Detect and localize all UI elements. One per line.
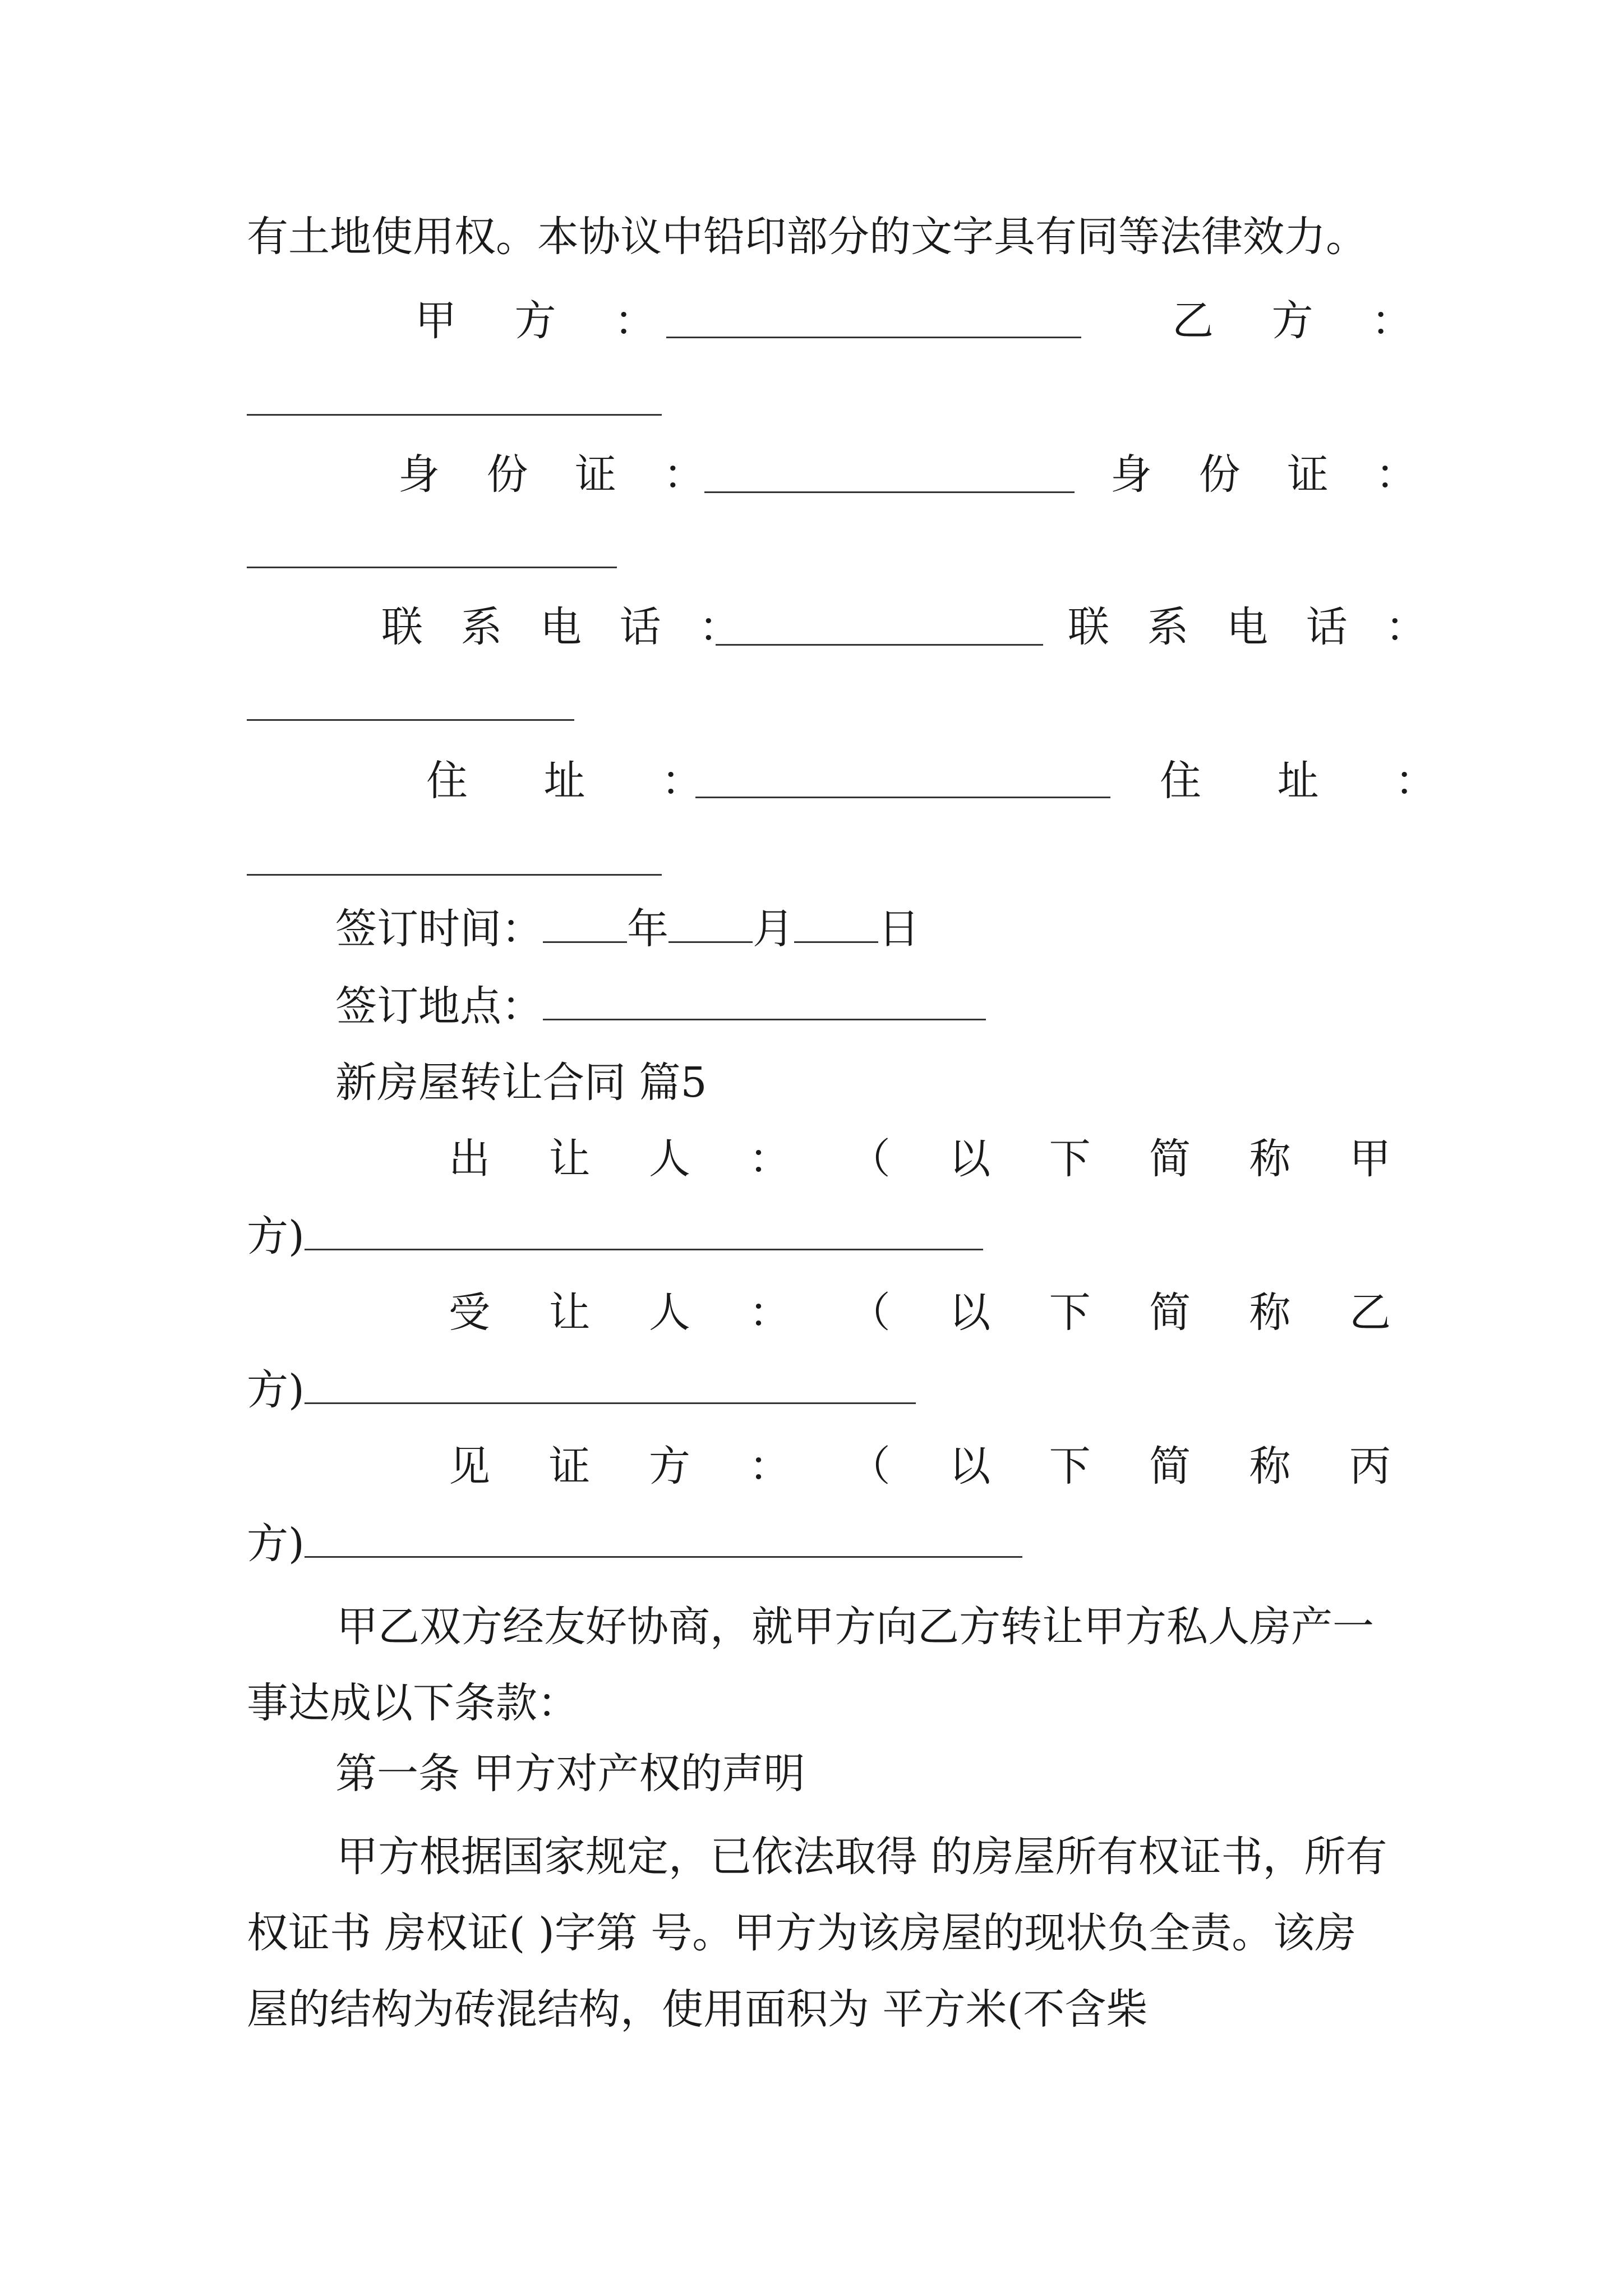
id-a-blank	[704, 491, 1075, 493]
sign-place-label: 签订地点：	[335, 982, 543, 1030]
month-label: 月	[753, 905, 794, 953]
phone-a-blank	[716, 644, 1043, 646]
section-title: 新房屋转让合同 篇5	[335, 1059, 707, 1107]
text-line: 有土地使用权。本协议中铅印部分的文字具有同等法律效力。	[247, 213, 1367, 261]
party-b-label: 乙 方 ：	[1172, 297, 1436, 345]
transferee-char: 简	[1149, 1289, 1191, 1337]
addr-b-label: 住 址 ：	[1160, 757, 1468, 805]
witness-char: 简	[1149, 1442, 1191, 1490]
transferor-char: 称	[1249, 1135, 1291, 1183]
day-label: 日	[878, 905, 920, 953]
phone-a-label: 联 系 电 话 ：	[381, 603, 753, 651]
transferee-char: 下	[1049, 1289, 1091, 1337]
article1-title: 第一条 甲方对产权的声明	[335, 1750, 805, 1798]
transferee-char: ：	[749, 1289, 791, 1337]
witness-char: 以	[949, 1442, 991, 1490]
transferee-char: 称	[1249, 1289, 1291, 1337]
witness-row	[449, 1438, 1391, 1494]
party-a-label: 甲 方 ：	[415, 297, 679, 345]
transferee-char: 乙	[1349, 1289, 1391, 1337]
month-blank	[668, 904, 753, 943]
transferor-char: 出	[449, 1135, 490, 1183]
party-a-blank	[666, 337, 1081, 338]
id-b-row	[1110, 447, 1434, 503]
transferor-char: 让	[548, 1135, 591, 1183]
addr-b-row	[1160, 753, 1468, 809]
phone-b-label: 联 系 电 话 ：	[1068, 603, 1440, 651]
transferee-tail: 方)	[247, 1366, 305, 1414]
witness-char: 见	[449, 1442, 490, 1490]
party-b-blank	[247, 414, 662, 416]
transferor-blank	[305, 1212, 983, 1250]
transferor-char: 人	[648, 1135, 690, 1183]
transferor-char: 简	[1149, 1135, 1191, 1183]
id-b-label: 身 份 证 ：	[1110, 450, 1434, 499]
witness-char: 称	[1249, 1442, 1291, 1490]
id-a-row	[398, 447, 722, 503]
witness-tail: 方)	[247, 1520, 305, 1568]
transferee-char: 人	[648, 1289, 690, 1337]
sign-time-label: 签订时间：	[335, 905, 543, 953]
addr-a-blank	[695, 797, 1110, 798]
witness-char: （	[849, 1442, 891, 1490]
transferee-char: 让	[548, 1289, 591, 1337]
id-b-blank	[247, 567, 617, 568]
id-a-label: 身 份 证 ：	[398, 450, 722, 499]
transferor-char: 下	[1049, 1135, 1091, 1183]
phone-a-row	[381, 599, 753, 655]
transferee-tail-row	[247, 1362, 1391, 1418]
transferee-char: （	[849, 1289, 891, 1337]
witness-char: ：	[749, 1442, 791, 1490]
witness-char: 证	[548, 1442, 591, 1490]
addr-a-row	[426, 753, 735, 809]
transferor-tail-row	[247, 1208, 1391, 1264]
party-b-row	[1172, 293, 1436, 349]
transferor-char: （	[849, 1135, 891, 1183]
transferee-blank	[305, 1365, 916, 1404]
phone-b-row	[1068, 599, 1440, 655]
transferor-char: 甲	[1349, 1135, 1391, 1183]
witness-tail-row	[247, 1516, 1391, 1572]
transferee-row	[449, 1285, 1391, 1341]
witness-char: 下	[1049, 1442, 1091, 1490]
sign-time-row	[335, 901, 1233, 957]
article1-body: 甲方根据国家规定，已依法取得 的房屋所有权证书，所有权证书 房权证( )字第 号。甲方为该房屋的现状负全责。该房屋的结构为砖混结构，使用面积为 平方米(不含柴	[247, 1833, 1387, 2033]
witness-char: 丙	[1349, 1442, 1391, 1490]
day-blank	[794, 904, 878, 943]
addr-b-blank	[247, 874, 662, 876]
intro-paragraph: 甲乙双方经友好协商，就甲方向乙方转让甲方私人房产一事达成以下条款：	[247, 1603, 1374, 1727]
transferor-char: 以	[949, 1135, 991, 1183]
transferor-char: ：	[749, 1135, 791, 1183]
transferor-tail: 方)	[247, 1212, 305, 1260]
witness-blank	[305, 1519, 1022, 1558]
transferee-char: 受	[449, 1289, 490, 1337]
year-blank	[543, 904, 627, 943]
phone-b-blank	[247, 719, 574, 721]
transferee-char: 以	[949, 1289, 991, 1337]
transferor-row	[449, 1131, 1391, 1187]
place-blank	[543, 982, 986, 1020]
addr-a-label: 住 址 ：	[426, 757, 735, 805]
sign-place-row	[335, 978, 1233, 1034]
year-label: 年	[627, 905, 668, 953]
witness-char: 方	[648, 1442, 690, 1490]
